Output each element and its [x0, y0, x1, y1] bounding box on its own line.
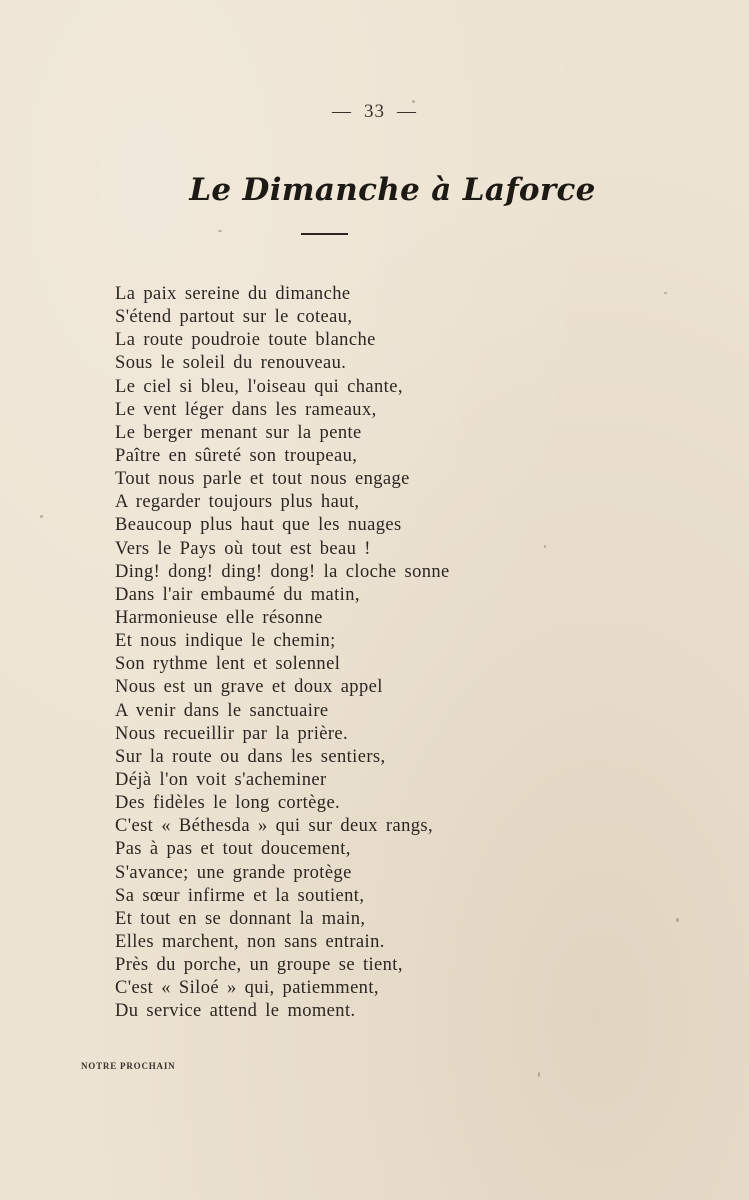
- poem-line: Paître en sûreté son troupeau,: [115, 445, 358, 466]
- poem-line: C'est « Béthesda » qui sur deux rangs,: [115, 816, 434, 837]
- poem-line: Nous recueillir par la prière.: [115, 723, 349, 744]
- poem-line: Déjà l'on voit s'acheminer: [115, 769, 327, 790]
- paper-speck: [218, 230, 222, 232]
- poem-line: C'est « Siloé » qui, patiemment,: [115, 978, 379, 999]
- poem-line: S'avance; une grande protège: [115, 862, 352, 883]
- poem-line: Pas à pas et tout doucement,: [115, 839, 351, 860]
- poem-line: Vers le Pays où tout est beau !: [115, 538, 371, 559]
- poem-line: Dans l'air embaumé du matin,: [115, 584, 360, 605]
- page-number-value: 33: [364, 101, 385, 122]
- poem-line: Sous le soleil du renouveau.: [115, 353, 347, 374]
- page-number-dash-right: —: [397, 101, 417, 122]
- poem-line: Du service attend le moment.: [115, 1001, 356, 1022]
- page-number-dash-left: —: [332, 101, 352, 122]
- paper-speck: [412, 100, 415, 103]
- poem-line: Ding! dong! ding! dong! la cloche sonne: [115, 561, 450, 582]
- poem-line: Sur la route ou dans les sentiers,: [115, 746, 386, 767]
- poem-line: A regarder toujours plus haut,: [115, 492, 360, 513]
- poem-line: Et tout en se donnant la main,: [115, 908, 366, 929]
- paper-speck: [40, 515, 43, 518]
- poem-line: Sa sœur infirme et la soutient,: [115, 885, 365, 906]
- poem-line: Son rythme lent et solennel: [115, 654, 341, 675]
- poem-line: Près du porche, un groupe se tient,: [115, 955, 403, 976]
- poem-line: Le vent léger dans les rameaux,: [115, 399, 377, 420]
- poem-line: A venir dans le sanctuaire: [115, 700, 329, 721]
- poem-title: Le Dimanche à Laforce: [189, 172, 596, 208]
- poem-line: La route poudroie toute blanche: [115, 330, 376, 351]
- page-number: [0, 101, 749, 123]
- poem-line: Elles marchent, non sans entrain.: [115, 931, 385, 952]
- poem-line: Nous est un grave et doux appel: [115, 677, 383, 698]
- poem-line: Tout nous parle et tout nous engage: [115, 469, 410, 490]
- poem-line: Des fidèles le long cortège.: [115, 793, 341, 814]
- paper-speck: [676, 918, 679, 922]
- poem-body: [115, 283, 535, 1024]
- poem-line: Et nous indique le chemin;: [115, 631, 336, 652]
- poem-line: Le ciel si bleu, l'oiseau qui chante,: [115, 376, 403, 397]
- title-underline-divider: [301, 233, 348, 235]
- poem-line: Beaucoup plus haut que les nuages: [115, 515, 402, 536]
- poem-line: Harmonieuse elle résonne: [115, 607, 323, 628]
- poem-line: Le berger menant sur la pente: [115, 422, 362, 443]
- poem-line: S'étend partout sur le coteau,: [115, 307, 353, 328]
- paper-speck: [664, 292, 667, 294]
- paper-speck: [538, 1072, 540, 1077]
- poem-line: La paix sereine du dimanche: [115, 284, 351, 304]
- footer-publication-note: NOTRE PROCHAIN: [81, 1061, 176, 1071]
- paper-speck: [544, 545, 546, 548]
